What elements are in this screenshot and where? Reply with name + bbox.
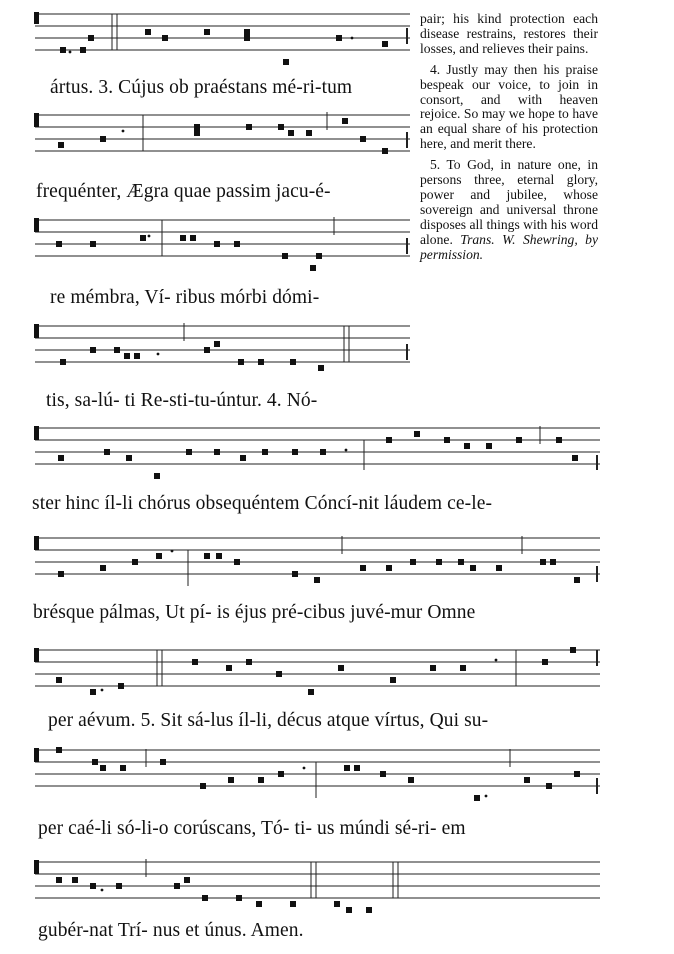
staff-5 (34, 426, 600, 479)
lyric-line-3: re mémbra, Ví- ribus mórbi dómi- (50, 287, 320, 308)
staff-1 (34, 12, 410, 65)
translation-credit: Trans. W. Shewring, by permission. (420, 231, 598, 262)
lyric-line-7: per aévum. 5. Sit sá-lus íl-li, décus atque vírtus, Qui su- (48, 710, 489, 731)
lyric-line-1: ártus. 3. Cújus ob praéstans mé-ri-tum (50, 77, 353, 98)
lyric-line-2: frequénter, Ægra quae passim jacu-é- (36, 181, 331, 202)
lyric-line-5: ster hinc íl-li chórus obsequéntem Cóncí-nit láudem ce-le- (32, 493, 493, 514)
staff-9 (34, 859, 600, 913)
translation-paragraph-1: pair; his kind protection each disease restrains, restores their losses, and relieves their pains. (420, 11, 598, 56)
lyric-line-8: per caé-li só-li-o corúscans, Tó- ti- us múndi sé-ri- em (38, 818, 466, 839)
translation-paragraph-2: 4. Justly may then his praise bespeak our voice, to join in consort, and with heaven rejoice. So may we hope to have an equal share of his protection here, and merit there. (420, 61, 598, 152)
staff-8 (34, 747, 600, 801)
staff-7 (34, 647, 600, 695)
staff-6 (34, 536, 600, 586)
lyric-line-4: tis, sa-lú- ti Re-sti-tu-úntur. 4. Nó- (46, 390, 318, 411)
translation-paragraph-3 (420, 158, 598, 262)
translation-paragraph-3-text: 5. To God, in nature one, in persons three, eternal glory, power and jubilee, whose sovereign and universal throne disposes all things with his word alone. (420, 157, 598, 247)
staff-2 (34, 112, 410, 154)
staff-4 (34, 323, 410, 371)
lyric-line-6: brésque pálmas, Ut pí- is éjus pré-cibus juvé-mur Omne (33, 602, 476, 623)
staff-3 (34, 217, 410, 271)
lyric-line-9: gubér-nat Trí- nus et únus. Amen. (38, 920, 304, 941)
translation-column (420, 12, 598, 263)
